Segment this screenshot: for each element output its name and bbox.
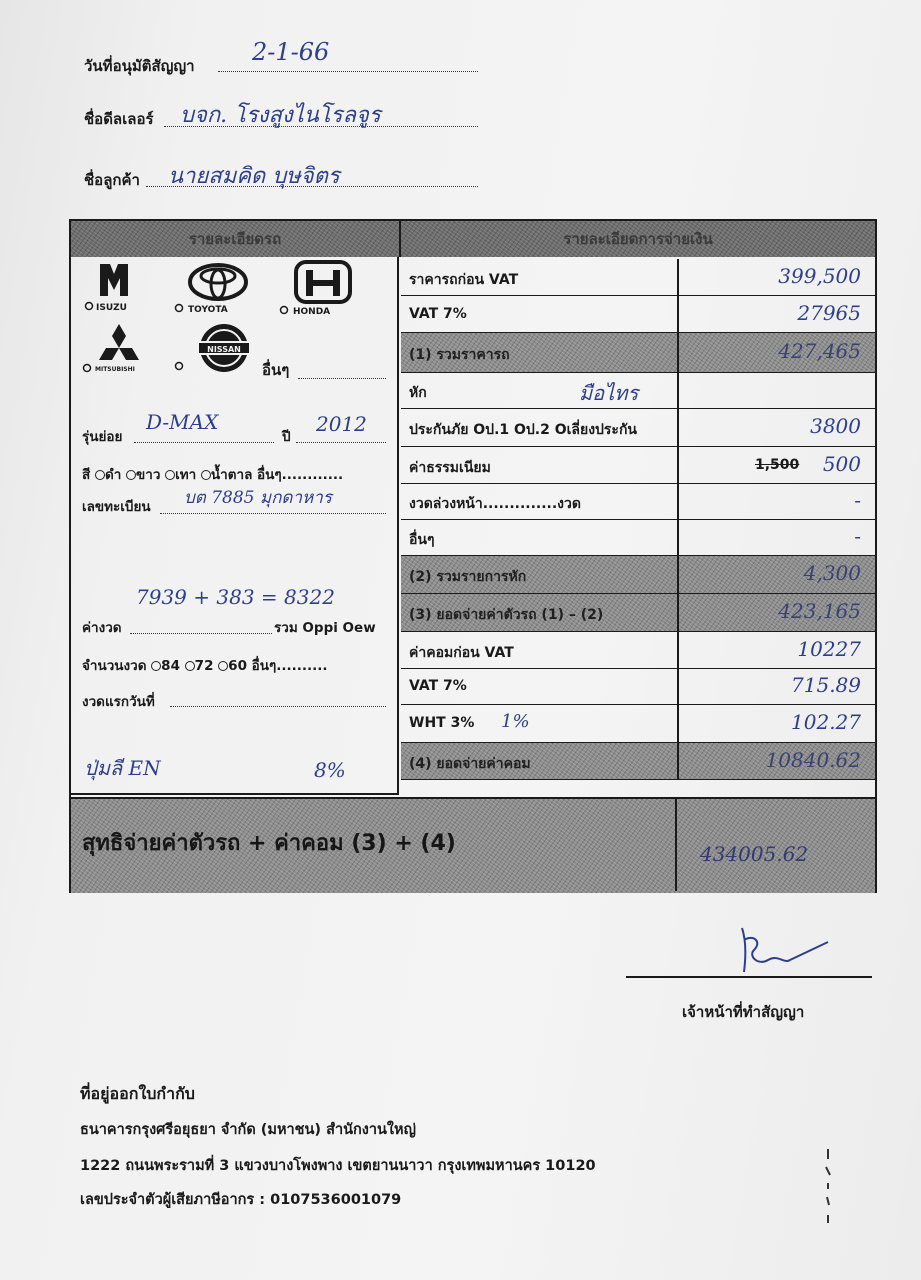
payment-row-divider: [677, 484, 679, 520]
plate-label: เลขทะเบียน: [82, 499, 151, 515]
payment-row-label: (4) ยอดจ่ายค่าคอม: [409, 756, 531, 772]
payment-row: [401, 373, 875, 409]
payment-row-label: ค่าคอมก่อน VAT: [409, 645, 514, 661]
payment-row: [401, 520, 875, 556]
customer-label: ชื่อลูกค้า: [84, 171, 140, 189]
customer-value: นายสมคิด บุษจิตร: [168, 164, 340, 189]
mitsubishi-logo: [82, 322, 156, 374]
payment-row-divider: [677, 520, 679, 556]
other-brand-label: อื่นๆ: [262, 361, 290, 379]
honda-text: HONDA: [293, 307, 331, 317]
footer-tax-id: เลขประจำตัวผู้เสียภาษีอากร : 0107536001079: [80, 1192, 402, 1208]
payment-row-label: ราคารถก่อน VAT: [409, 272, 519, 288]
signature-mark: [728, 920, 838, 980]
footer-title: ที่อยู่ออกใบกำกับ: [80, 1084, 195, 1103]
isuzu-text: ISUZU: [96, 303, 127, 313]
dealer-value: บจก. โรงสูงไนโรลจูร: [180, 103, 381, 128]
color-radio-white[interactable]: [126, 470, 136, 480]
mitsubishi-text: MITSUBISHI: [95, 366, 135, 373]
nissan-text: NISSAN: [207, 345, 241, 354]
installment-label: ค่างวด: [82, 620, 122, 636]
total-value: 434005.62: [700, 842, 809, 866]
payment-row-value: 4,300: [803, 561, 861, 585]
right-heading: รายละเอียดการจ่ายเงิน: [563, 230, 713, 248]
payment-row-label: WHT 3%: [409, 715, 475, 731]
color-option-other: อื่นๆ: [257, 467, 282, 483]
payment-row-label: ประกันภัย Oป.1 Oป.2 Oเลี่ยงประกัน: [409, 422, 637, 438]
count-radio-84[interactable]: [151, 661, 161, 671]
installment-line: [130, 633, 272, 634]
payment-row-label: VAT 7%: [409, 678, 467, 694]
payment-row-label: หัก: [409, 385, 427, 401]
model-value: D-MAX: [146, 410, 219, 434]
payment-row-value: 399,500: [778, 264, 861, 288]
payment-row-value: 715.89: [791, 673, 861, 697]
color-label: สี: [82, 467, 91, 483]
count-option-84: 84: [161, 658, 180, 674]
payment-row: [401, 296, 875, 333]
payment-row-value: มือไทร: [579, 381, 639, 405]
payment-row: [401, 743, 875, 780]
installment-count-label: จำนวนงวด: [82, 658, 147, 674]
note-left: ปุ่มลี EN: [84, 756, 161, 780]
payment-row-label: VAT 7%: [409, 306, 467, 322]
approval-date-label: วันที่อนุมัติสัญญา: [84, 57, 195, 75]
approval-date-value: 2-1-66: [252, 38, 330, 66]
signature-caption: เจ้าหน้าที่ทำสัญญา: [682, 1003, 805, 1021]
first-due-label: งวดแรกวันที่: [82, 694, 155, 710]
footer-address: 1222 ถนนพระรามที่ 3 แขวงบางโพงพาง เขตยานนาวา กรุงเทพมหานคร 10120: [80, 1158, 596, 1174]
left-heading: รายละเอียดรถ: [188, 230, 282, 248]
payment-row-divider: [677, 556, 679, 594]
payment-row: [401, 484, 875, 520]
payment-row: [401, 556, 875, 594]
payment-row-value: 423,165: [778, 599, 861, 623]
payment-row-value: 27965: [797, 301, 861, 325]
payment-row: [401, 594, 875, 632]
count-radio-72[interactable]: [185, 661, 195, 671]
isuzu-logo: [84, 260, 144, 318]
color-option-brown: น้ำตาล: [210, 467, 253, 483]
payment-row-extra: 1%: [501, 711, 530, 732]
color-radio-brown[interactable]: [201, 470, 211, 480]
color-radio-black[interactable]: [95, 470, 105, 480]
payment-row-divider: [677, 447, 679, 484]
count-option-72: 72: [194, 658, 214, 674]
installment-options: รวม Oppi Oew: [274, 620, 376, 636]
payment-row-divider: [677, 632, 679, 669]
nissan-logo: [172, 322, 258, 374]
payment-row-label: (1) รวมราคารถ: [409, 347, 510, 363]
payment-row: [401, 259, 875, 296]
payment-row-value: 10840.62: [765, 748, 861, 772]
payment-row-divider: [677, 594, 679, 632]
payment-row-value: 427,465: [778, 339, 861, 363]
payment-row-value: 500: [822, 452, 861, 476]
color-row: สี ดำ ขาว เทา น้ำตาล อื่นๆ............: [82, 467, 344, 483]
payment-row-value: -: [854, 488, 861, 512]
payment-row-divider: [677, 705, 679, 743]
signature-line: [626, 976, 872, 978]
payment-row-divider: [677, 259, 679, 296]
note-right: 8%: [314, 758, 346, 782]
payment-row: [401, 632, 875, 669]
payment-row-divider: [677, 333, 679, 373]
model-line: [134, 442, 274, 443]
payment-row: [401, 409, 875, 447]
payment-row-divider: [677, 409, 679, 447]
toyota-logo: [172, 262, 252, 320]
plate-line: [160, 513, 386, 514]
count-option-other: อื่นๆ: [251, 658, 277, 674]
model-label: รุ่นย่อย: [82, 429, 123, 445]
color-option-grey: เทา: [175, 467, 197, 483]
payment-row-value: 3800: [810, 414, 861, 438]
other-brand-line: [298, 378, 386, 379]
first-due-line: [170, 706, 386, 707]
plate-value: บต 7885 มุกดาหาร: [184, 488, 332, 508]
installment-value: 7939 + 383 = 8322: [136, 585, 335, 609]
footer-bank: ธนาคารกรุงศรีอยุธยา จำกัด (มหาชน) สำนักงานใหญ่: [80, 1122, 416, 1138]
payment-row-divider: [677, 373, 679, 409]
color-option-white: ขาว: [136, 467, 161, 483]
toyota-text: TOYOTA: [188, 305, 228, 315]
year-value: 2012: [316, 412, 367, 436]
payment-row-divider: [677, 296, 679, 333]
count-radio-60[interactable]: [218, 661, 228, 671]
left-heading-bar: [71, 221, 401, 257]
color-option-black: ดำ: [104, 467, 122, 483]
dealer-label: ชื่อดีลเลอร์: [84, 110, 154, 128]
staple-marks: [822, 1145, 834, 1230]
payment-row: [401, 705, 875, 743]
right-heading-bar: [401, 221, 875, 257]
color-radio-grey[interactable]: [165, 470, 175, 480]
payment-row-divider: [677, 669, 679, 705]
payment-row-label: (3) ยอดจ่ายค่าตัวรถ (1) – (2): [409, 607, 604, 623]
payment-row-label: อื่นๆ: [409, 532, 435, 548]
honda-logo: [278, 260, 358, 318]
payment-row-printed-value: 1,500: [755, 457, 800, 473]
installment-count-row: จำนวนงวด 84 72 60 อื่นๆ..........: [82, 658, 328, 674]
payment-row-label: (2) รวมรายการหัก: [409, 569, 527, 585]
year-line: [296, 442, 386, 443]
payment-row-value: -: [854, 524, 861, 548]
payment-row-value: 102.27: [791, 710, 861, 734]
year-label: ปี: [282, 429, 291, 445]
count-option-60: 60: [228, 658, 247, 674]
approval-date-line: [218, 71, 478, 72]
payment-row: [401, 447, 875, 484]
payment-row: [401, 333, 875, 373]
payment-row: [401, 669, 875, 705]
payment-row-label: งวดล่วงหน้า..............งวด: [409, 496, 581, 512]
payment-row-value: 10227: [797, 637, 861, 661]
payment-row-divider: [677, 743, 679, 780]
total-label: สุทธิจ่ายค่าตัวรถ + ค่าคอม (3) + (4): [82, 831, 456, 856]
payment-row-label: ค่าธรรมเนียม: [409, 460, 491, 476]
total-divider: [675, 797, 677, 891]
